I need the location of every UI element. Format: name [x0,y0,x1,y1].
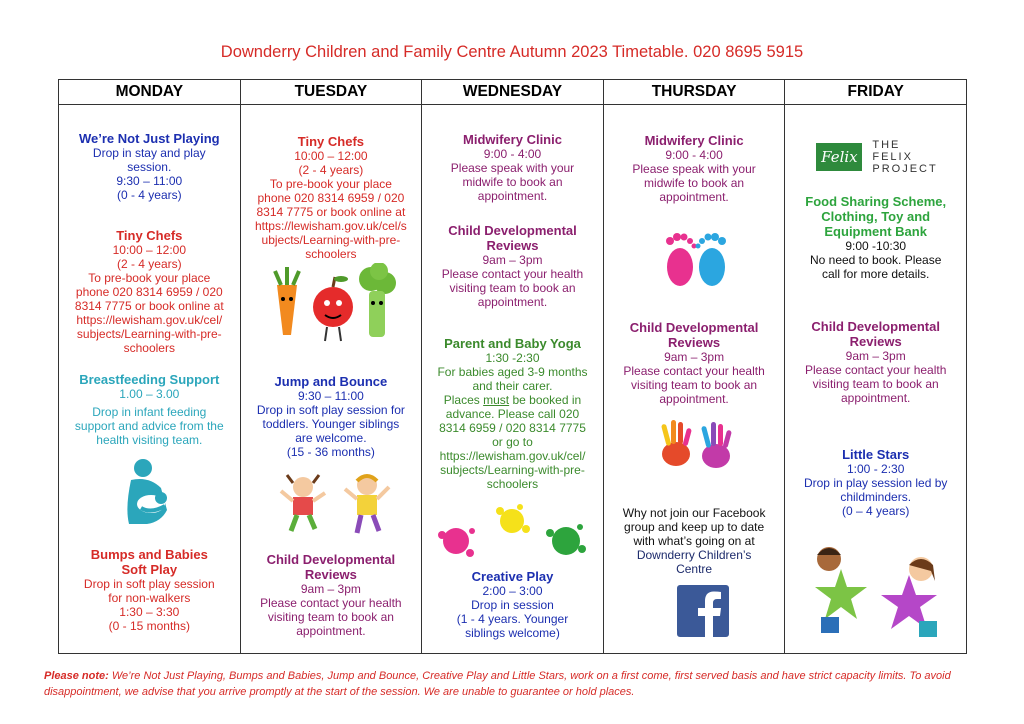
session-title: Clothing, Toy and [821,209,931,224]
tuesday-column [240,105,422,654]
session-title: Food Sharing Scheme, [805,194,947,209]
session-text: 8314 7775 or book online at [256,205,406,219]
session-link[interactable]: schoolers [305,247,357,261]
session-link[interactable]: subjects/Learning-with-pre- [440,463,585,477]
session-text: phone 020 8314 6959 / 020 [75,285,223,299]
session-title: Reviews [486,238,539,253]
session-breastfeeding-support [59,372,240,447]
felix-project-logo [816,140,936,178]
session-text: be booked in [509,393,582,407]
session-text: appointment. [477,189,548,203]
session-title: Jump and Bounce [274,374,388,389]
session-text: midwife to book an [644,176,745,190]
session-child-developmental-reviews [241,552,422,638]
facebook-icon[interactable] [677,585,729,637]
session-title: Creative Play [471,569,554,584]
session-text: For babies aged 3-9 months [437,365,588,379]
session-text: health visiting team. [96,433,203,447]
session-age: (2 - 4 years) [116,257,182,271]
felix-logo-wordmark [872,139,937,175]
session-text: Places [443,393,484,407]
session-text-emphasis: must [483,393,510,407]
session-time: 1:30 -2:30 [485,351,540,365]
session-text: 8314 6959 / 020 8314 7775 [439,421,586,435]
session-tiny-chefs [241,134,422,261]
session-text: Please contact your health [623,364,765,378]
session-text: advance. Please call 020 [445,407,580,421]
session-midwifery-clinic [604,133,785,204]
session-title: Reviews [849,334,902,349]
promo-text: Why not join our Facebook [622,506,766,520]
session-time: 9:00 -10:30 [845,239,907,253]
children-holding-stars-icon [801,539,953,643]
session-text: Drop in session [471,598,554,612]
session-title: Midwifery Clinic [644,133,744,148]
session-text: Drop in infant feeding [92,405,207,419]
breastfeeding-mother-icon [121,458,177,530]
session-text: Please contact your health [260,596,402,610]
session-text: Please contact your health [804,363,947,377]
session-age: (0 – 4 years) [842,504,910,518]
session-text: appointment. [477,295,548,309]
session-text: visiting team to book an [449,281,576,295]
session-title: Child Developmental [811,319,940,334]
promo-text: Centre [676,562,713,576]
session-time: 1:30 – 3:30 [119,605,180,619]
session-text: call for more details. [822,267,930,281]
paint-splats-icon [434,501,594,563]
session-text: Drop in soft play session for [256,403,405,417]
day-header-thursday: THURSDAY [603,80,785,105]
session-link[interactable]: schoolers [123,341,175,355]
session-text: are welcome. [295,431,367,445]
session-child-developmental-reviews [604,320,785,406]
session-text: and their carer. [472,379,553,393]
session-title: Child Developmental [266,552,396,567]
session-link[interactable]: schoolers [486,477,539,491]
session-link[interactable]: subjects/Learning-with-pre- [76,327,222,341]
session-title: Midwifery Clinic [463,132,562,147]
session-text: 8314 7775 or book online at [74,299,224,313]
session-text: midwife to book an [462,175,563,189]
session-title: Tiny Chefs [116,228,183,243]
session-child-developmental-reviews [785,319,966,405]
thursday-column [603,105,785,654]
session-were-not-just-playing [59,131,240,202]
session-title: Equipment Bank [824,224,927,239]
session-title: Parent and Baby Yoga [444,336,581,351]
day-header-tuesday: TUESDAY [240,80,422,105]
session-title: Bumps and Babies [90,547,208,562]
session-midwifery-clinic [422,132,603,203]
painted-handprints-icon [654,418,738,474]
session-text: To pre-book your place [269,177,392,191]
session-little-stars [785,447,966,518]
promo-text: Downderry Children’s [636,548,752,562]
session-time: 9am – 3pm [300,582,361,596]
session-text: visiting team to book an [631,378,758,392]
session-title: Little Stars [842,447,910,462]
session-text: appointment. [659,392,729,406]
session-text: toddlers. Younger siblings [262,417,400,431]
session-link[interactable]: https://lewisham.gov.uk/cel/s [254,219,407,233]
session-text: session. [127,160,172,174]
session-time: 2:00 – 3:00 [482,584,543,598]
session-text: visiting team to book an [267,610,394,624]
session-text: for non-walkers [108,591,191,605]
session-link[interactable]: https://lewisham.gov.uk/cel/ [439,449,586,463]
session-time: 10:00 – 12:00 [294,149,368,163]
session-age: (0 - 15 months) [108,619,190,633]
session-time: 9am – 3pm [482,253,543,267]
session-tiny-chefs [59,228,240,355]
session-time: 9am – 3pm [664,350,725,364]
session-age: (15 - 36 months) [286,445,375,459]
session-text: Drop in stay and play [92,146,206,160]
session-time: 1.00 – 3.00 [119,387,180,401]
session-creative-play [422,569,603,640]
session-title: Child Developmental [629,320,759,335]
session-text: Please speak with your [450,161,575,175]
timetable [58,79,967,654]
session-link[interactable]: https://lewisham.gov.uk/cel/ [76,313,223,327]
session-text: support and advice from the [74,419,224,433]
logo-text: PROJECT [872,163,938,175]
session-time: 9:30 – 11:00 [116,174,183,188]
session-jump-and-bounce [241,374,422,459]
baby-footprints-icon [660,229,732,291]
day-header-monday: MONDAY [59,80,241,105]
session-text: Drop in play session led by [803,476,948,490]
session-text: appointment. [840,391,911,405]
session-text: No need to book. Please [809,253,942,267]
session-child-developmental-reviews [422,223,603,309]
session-title: Child Developmental [448,223,577,238]
day-header-row [59,80,967,105]
day-header-wednesday: WEDNESDAY [422,80,604,105]
session-title: Tiny Chefs [297,134,364,149]
session-time: 10:00 – 12:00 [112,243,186,257]
session-time: 1:00 - 2:30 [847,462,905,476]
session-age: (0 - 4 years) [116,188,182,202]
session-time: 9am – 3pm [845,349,906,363]
promo-text: with what’s going on at [633,534,755,548]
session-title: We’re Not Just Playing [78,131,220,146]
session-text: appointment. [296,624,366,638]
session-text: appointment. [659,190,729,204]
logo-text: THE [872,139,901,151]
monday-column [59,105,241,654]
day-header-friday: FRIDAY [785,80,967,105]
wednesday-column [422,105,604,654]
session-text [422,393,603,407]
session-time: 9:00 - 4:00 [483,147,542,161]
session-text: Please speak with your [632,162,756,176]
session-bumps-and-babies [59,547,240,633]
session-title: Breastfeeding Support [79,372,220,387]
friday-column [785,105,967,654]
session-text: visiting team to book an [812,377,939,391]
session-text: Drop in soft play session [83,577,215,591]
please-note [44,668,974,700]
note-text: We’re Not Just Playing, Bumps and Babies, Jump and Bounce, Creative Play and Little Stars, work on a first come, first served basis and have strict capacity limits. To avoid disappointment, we advise that you arrive promptly at the start of the session. We are unable to guarantee or hold places. [44,670,951,698]
session-time: 9:00 - 4:00 [665,148,723,162]
session-title: Reviews [304,567,357,582]
session-title: Reviews [668,335,721,350]
note-label: Please note: [44,670,109,682]
logo-text: FELIX [872,151,913,163]
session-text: To pre-book your place [88,271,211,285]
session-title: Soft Play [121,562,178,577]
session-text: childminders. [840,490,912,504]
session-link[interactable]: ubjects/Learning-with-pre- [261,233,401,247]
promo-text: group and keep up to date [624,520,765,534]
vegetable-characters-icon [267,263,403,347]
session-age: siblings welcome) [465,626,560,640]
timetable-title: Downderry Children and Family Centre Autumn 2023 Timetable. 020 8695 5915 [220,43,804,61]
session-age: (2 - 4 years) [298,163,364,177]
session-text: Please contact your health [441,267,584,281]
session-time: 9:30 – 11:00 [297,389,364,403]
session-age: (1 - 4 years. Younger [456,612,569,626]
session-parent-and-baby-yoga [422,336,603,491]
felix-logo-mark: Felix [816,143,862,171]
facebook-promo [604,506,785,576]
session-food-sharing-scheme [785,194,966,281]
session-text: phone 020 8314 6959 / 020 [257,191,405,205]
children-jumping-icon [273,473,403,537]
session-text: or go to [492,435,533,449]
